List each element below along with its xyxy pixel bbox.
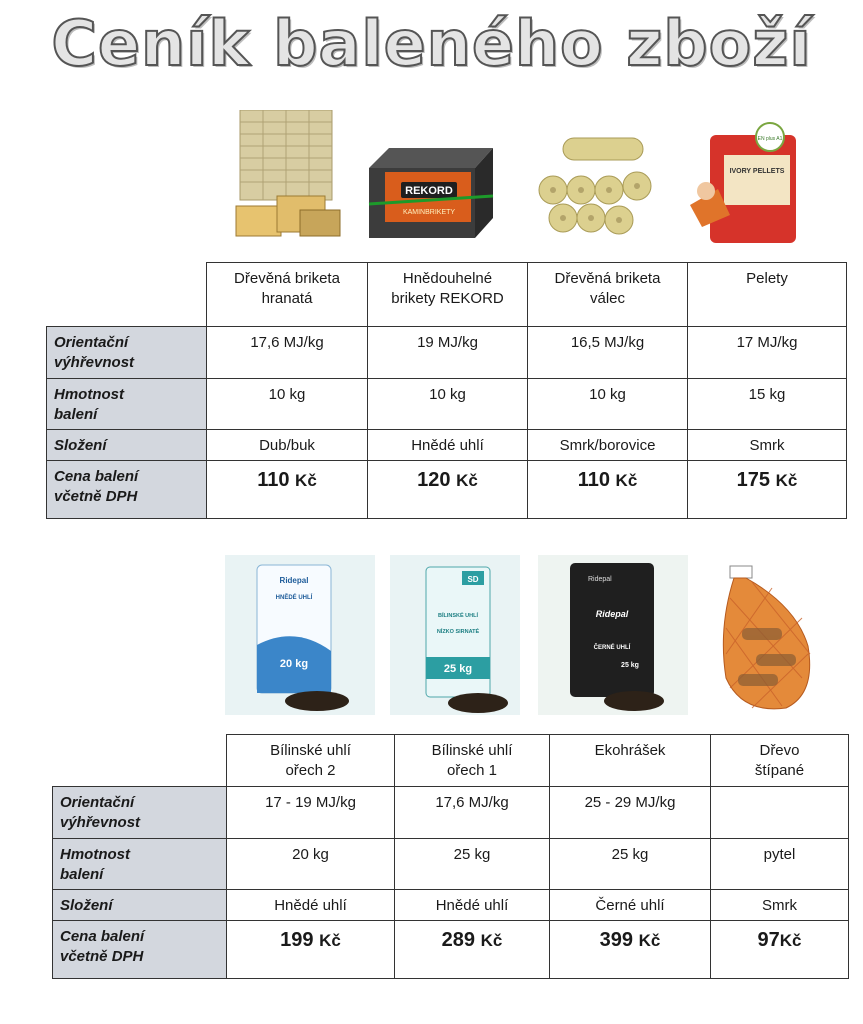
table-header-row <box>47 263 847 327</box>
product-name: Dřevěná briketa válec <box>528 263 688 327</box>
heat-cell: 25 - 29 MJ/kg <box>550 787 711 839</box>
bag1-text: HNĚDÉ UHLÍ <box>275 595 313 601</box>
bag3-brand-top: Ridepal <box>588 576 612 583</box>
table-row <box>47 379 847 430</box>
rekord-sub-text: KAMINBRIKETY <box>402 209 456 216</box>
table-row <box>53 839 849 890</box>
price-cell: 289 Kč <box>395 921 550 979</box>
composition-cell: Smrk <box>688 430 847 461</box>
product-name: Ekohrášek <box>550 735 711 787</box>
product-name: Bílinské uhlí ořech 1 <box>395 735 550 787</box>
bag2-weight: 25 kg <box>443 663 473 675</box>
heat-cell: 19 MJ/kg <box>368 327 528 379</box>
bilina-coal-ore2-image <box>225 555 375 715</box>
price-table-1 <box>46 262 847 519</box>
product-name: Bílinské uhlí ořech 2 <box>227 735 395 787</box>
rekord-briquette-image <box>363 138 498 243</box>
price-cell: 110 Kč <box>528 461 688 519</box>
table-header-row <box>53 735 849 787</box>
heat-cell: 17,6 MJ/kg <box>395 787 550 839</box>
weight-cell: 25 kg <box>550 839 711 890</box>
pellets-bag-image <box>688 115 808 245</box>
page-title: Ceník baleného zboží <box>51 7 812 80</box>
weight-cell: 10 kg <box>528 379 688 430</box>
composition-cell: Černé uhlí <box>550 890 711 921</box>
row-label-weight: Hmotnost balení <box>53 839 227 890</box>
composition-cell: Hnědé uhlí <box>395 890 550 921</box>
product-name: Pelety <box>688 263 847 327</box>
table-row <box>53 890 849 921</box>
weight-cell: 25 kg <box>395 839 550 890</box>
bilina-coal-ore1-image <box>390 555 520 715</box>
row-label-composition: Složení <box>47 430 207 461</box>
table-row <box>47 327 847 379</box>
weight-cell: 20 kg <box>227 839 395 890</box>
row-label-heat: Orientační výhřevnost <box>53 787 227 839</box>
price-cell: 120 Kč <box>368 461 528 519</box>
bag2-sub: NÍZKO SIRNATÉ <box>436 629 480 635</box>
composition-cell: Smrk/borovice <box>528 430 688 461</box>
bag1-weight: 20 kg <box>279 658 309 670</box>
composition-cell: Hnědé uhlí <box>227 890 395 921</box>
composition-cell: Smrk <box>711 890 849 921</box>
row-label-heat: Orientační výhřevnost <box>47 327 207 379</box>
pellets-badge: EN plus A1 <box>757 136 783 142</box>
weight-cell: pytel <box>711 839 849 890</box>
bag3-text: ČERNÉ UHLÍ <box>593 645 631 651</box>
price-cell: 110 Kč <box>207 461 368 519</box>
eco-pea-coal-image <box>538 555 688 715</box>
table-row <box>47 430 847 461</box>
heat-cell <box>711 787 849 839</box>
price-cell: 199 Kč <box>227 921 395 979</box>
row-label-price: Cena balení včetně DPH <box>47 461 207 519</box>
weight-cell: 15 kg <box>688 379 847 430</box>
composition-cell: Dub/buk <box>207 430 368 461</box>
price-cell: 97Kč <box>711 921 849 979</box>
bag3-brand: Ridepal <box>595 609 629 619</box>
composition-cell: Hnědé uhlí <box>368 430 528 461</box>
product-name: Hnědouhelné brikety REKORD <box>368 263 528 327</box>
row-label-price: Cena balení včetně DPH <box>53 921 227 979</box>
rekord-logo-text: REKORD <box>405 185 453 197</box>
price-cell: 399 Kč <box>550 921 711 979</box>
weight-cell: 10 kg <box>207 379 368 430</box>
cylinder-briquette-image <box>525 130 665 240</box>
price-cell: 175 Kč <box>688 461 847 519</box>
bag1-brand: Ridepal <box>279 576 309 585</box>
product-name: Dřevo štípané <box>711 735 849 787</box>
square-briquette-image <box>232 110 342 245</box>
row-label-weight: Hmotnost balení <box>47 379 207 430</box>
split-wood-sack-image <box>712 558 822 718</box>
heat-cell: 16,5 MJ/kg <box>528 327 688 379</box>
heat-cell: 17,6 MJ/kg <box>207 327 368 379</box>
table-row <box>47 461 847 519</box>
bag3-weight: 25 kg <box>621 662 639 669</box>
weight-cell: 10 kg <box>368 379 528 430</box>
bag2-text: BÍLINSKÉ UHLÍ <box>437 613 479 619</box>
row-label-composition: Složení <box>53 890 227 921</box>
pellets-text: IVORY PELLETS <box>729 168 785 175</box>
heat-cell: 17 MJ/kg <box>688 327 847 379</box>
heat-cell: 17 - 19 MJ/kg <box>227 787 395 839</box>
table-row <box>53 787 849 839</box>
bag2-brand: SD <box>467 575 479 584</box>
price-table-2 <box>52 734 849 979</box>
table-row <box>53 921 849 979</box>
product-name: Dřevěná briketa hranatá <box>207 263 368 327</box>
